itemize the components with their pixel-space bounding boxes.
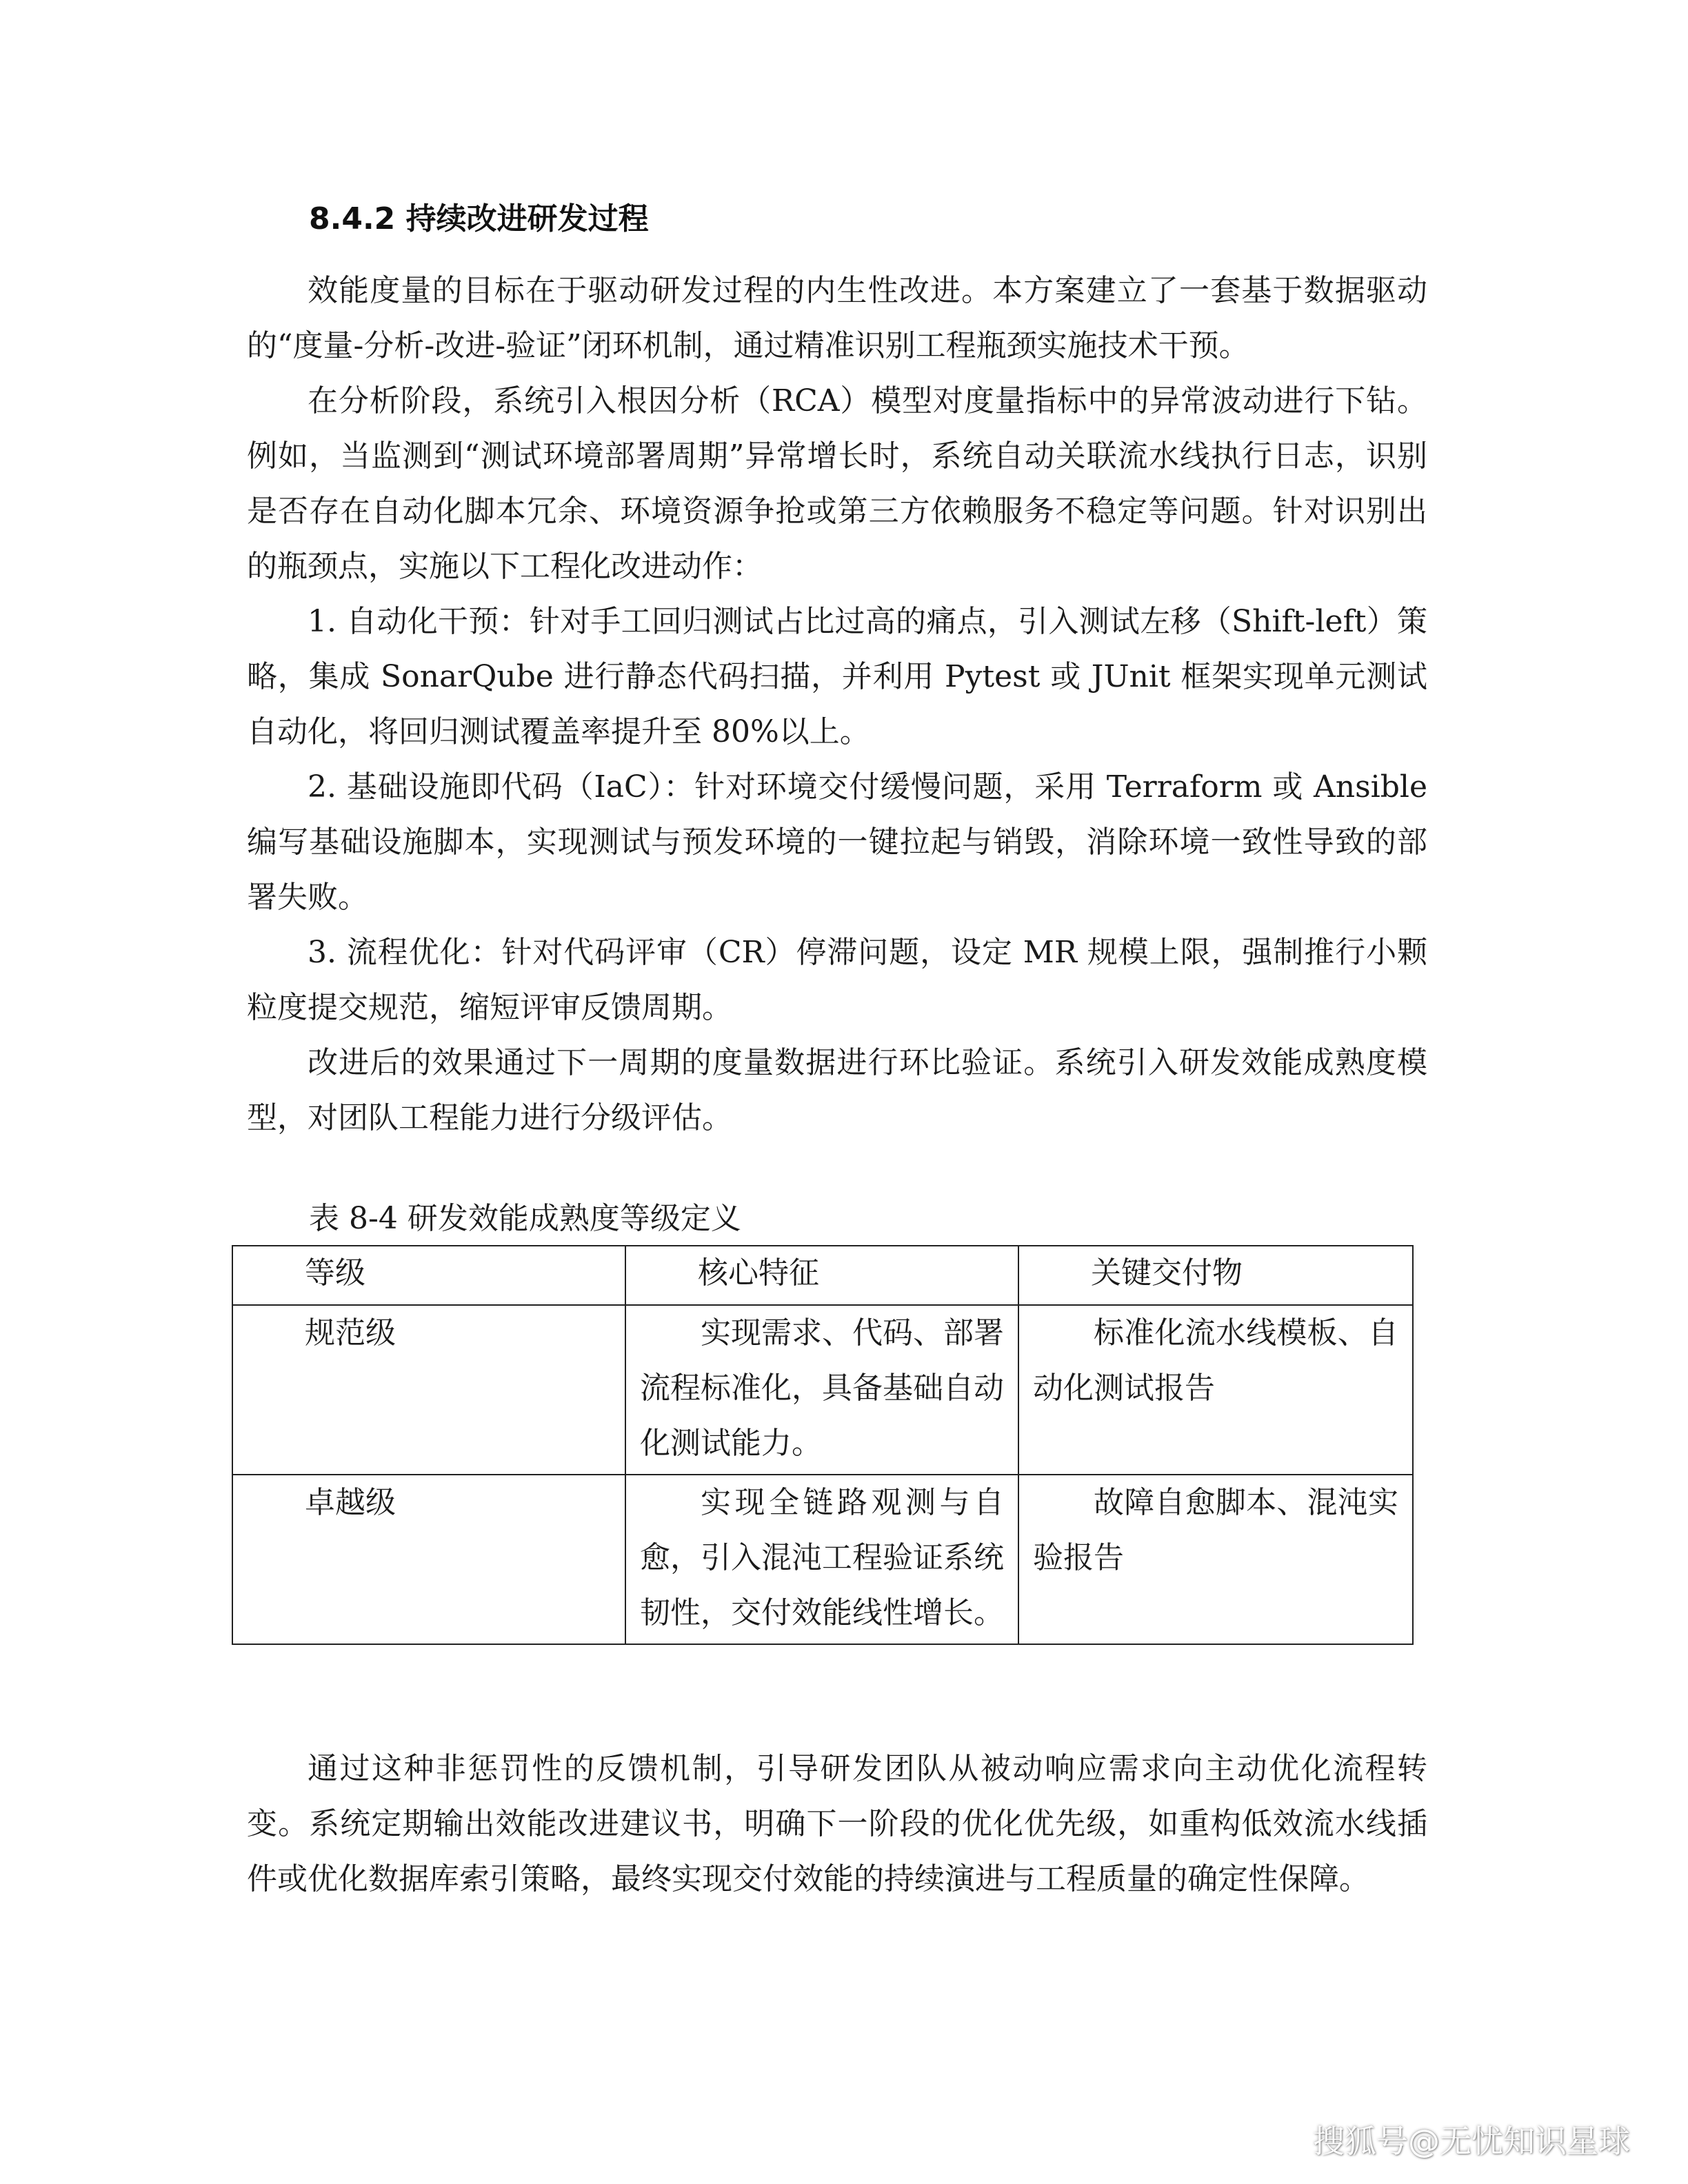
paragraph-item-automation: 1. 自动化干预：针对手工回归测试占比过高的痛点，引入测试左移（Shift-left）策略，集成 SonarQube 进行静态代码扫描，并利用 Pytest 或 JUnit 框架实现单元测试自动化，将回归测试覆盖率提升至 80%以上。 bbox=[247, 604, 1427, 749]
cell-level: 卓越级 bbox=[232, 1475, 625, 1644]
header-level: 等级 bbox=[232, 1246, 625, 1305]
cell-features-text: 实现需求、代码、部署流程标准化，具备基础自动化测试能力。 bbox=[640, 1315, 1004, 1461]
paragraph-closing: 通过这种非惩罚性的反馈机制，引导研发团队从被动响应需求向主动优化流程转变。系统定期输出效能改进建议书，明确下一阶段的优化优先级，如重构低效流水线插件或优化数据库索引策略，最终实现交付效能的持续演进与工程质量的确定性保障。 bbox=[247, 1751, 1427, 1897]
header-core-features: 核心特征 bbox=[625, 1246, 1018, 1305]
closing-text-block bbox=[247, 1741, 1427, 1907]
table-row bbox=[232, 1305, 1413, 1475]
paragraph-analysis: 在分析阶段，系统引入根因分析（RCA）模型对度量指标中的异常波动进行下钻。例如，当监测到“测试环境部署周期”异常增长时，系统自动关联流水线执行日志，识别是否存在自动化脚本冗余、环境资源争抢或第三方依赖服务不稳定等问题。针对识别出的瓶颈点，实施以下工程化改进动作： bbox=[247, 383, 1427, 584]
cell-deliverables-text: 标准化流水线模板、自动化测试报告 bbox=[1033, 1315, 1398, 1406]
paragraph-item-process: 3. 流程优化：针对代码评审（CR）停滞问题，设定 MR 规模上限，强制推行小颗粒度提交规范，缩短评审反馈周期。 bbox=[247, 935, 1427, 1025]
paragraph-intro: 效能度量的目标在于驱动研发过程的内生性改进。本方案建立了一套基于数据驱动的“度量-分析-改进-验证”闭环机制，通过精准识别工程瓶颈实施技术干预。 bbox=[247, 273, 1427, 363]
paragraph-item-iac: 2. 基础设施即代码（IaC）：针对环境交付缓慢问题，采用 Terraform 或 Ansible 编写基础设施脚本，实现测试与预发环境的一键拉起与销毁，消除环境一致性导致的部署失败。 bbox=[247, 769, 1427, 915]
table-caption: 表 8-4 研发效能成熟度等级定义 bbox=[309, 1201, 741, 1236]
cell-level: 规范级 bbox=[232, 1305, 625, 1475]
table-row bbox=[232, 1475, 1413, 1644]
maturity-table bbox=[232, 1245, 1414, 1645]
body-text-block bbox=[247, 263, 1427, 1146]
section-heading: 8.4.2 持续改进研发过程 bbox=[309, 201, 649, 236]
cell-features bbox=[625, 1305, 1018, 1475]
header-deliverables: 关键交付物 bbox=[1018, 1246, 1413, 1305]
cell-deliverables bbox=[1018, 1475, 1413, 1644]
cell-deliverables bbox=[1018, 1305, 1413, 1475]
cell-features-text: 实现全链路观测与自愈，引入混沌工程验证系统韧性，交付效能线性增长。 bbox=[640, 1485, 1004, 1630]
cell-features bbox=[625, 1475, 1018, 1644]
table-header-row bbox=[232, 1246, 1413, 1305]
cell-deliverables-text: 故障自愈脚本、混沌实验报告 bbox=[1033, 1485, 1398, 1575]
watermark: 搜狐号@无忧知识星球 bbox=[1313, 2123, 1630, 2160]
paragraph-validation: 改进后的效果通过下一周期的度量数据进行环比验证。系统引入研发效能成熟度模型，对团队工程能力进行分级评估。 bbox=[247, 1045, 1427, 1135]
